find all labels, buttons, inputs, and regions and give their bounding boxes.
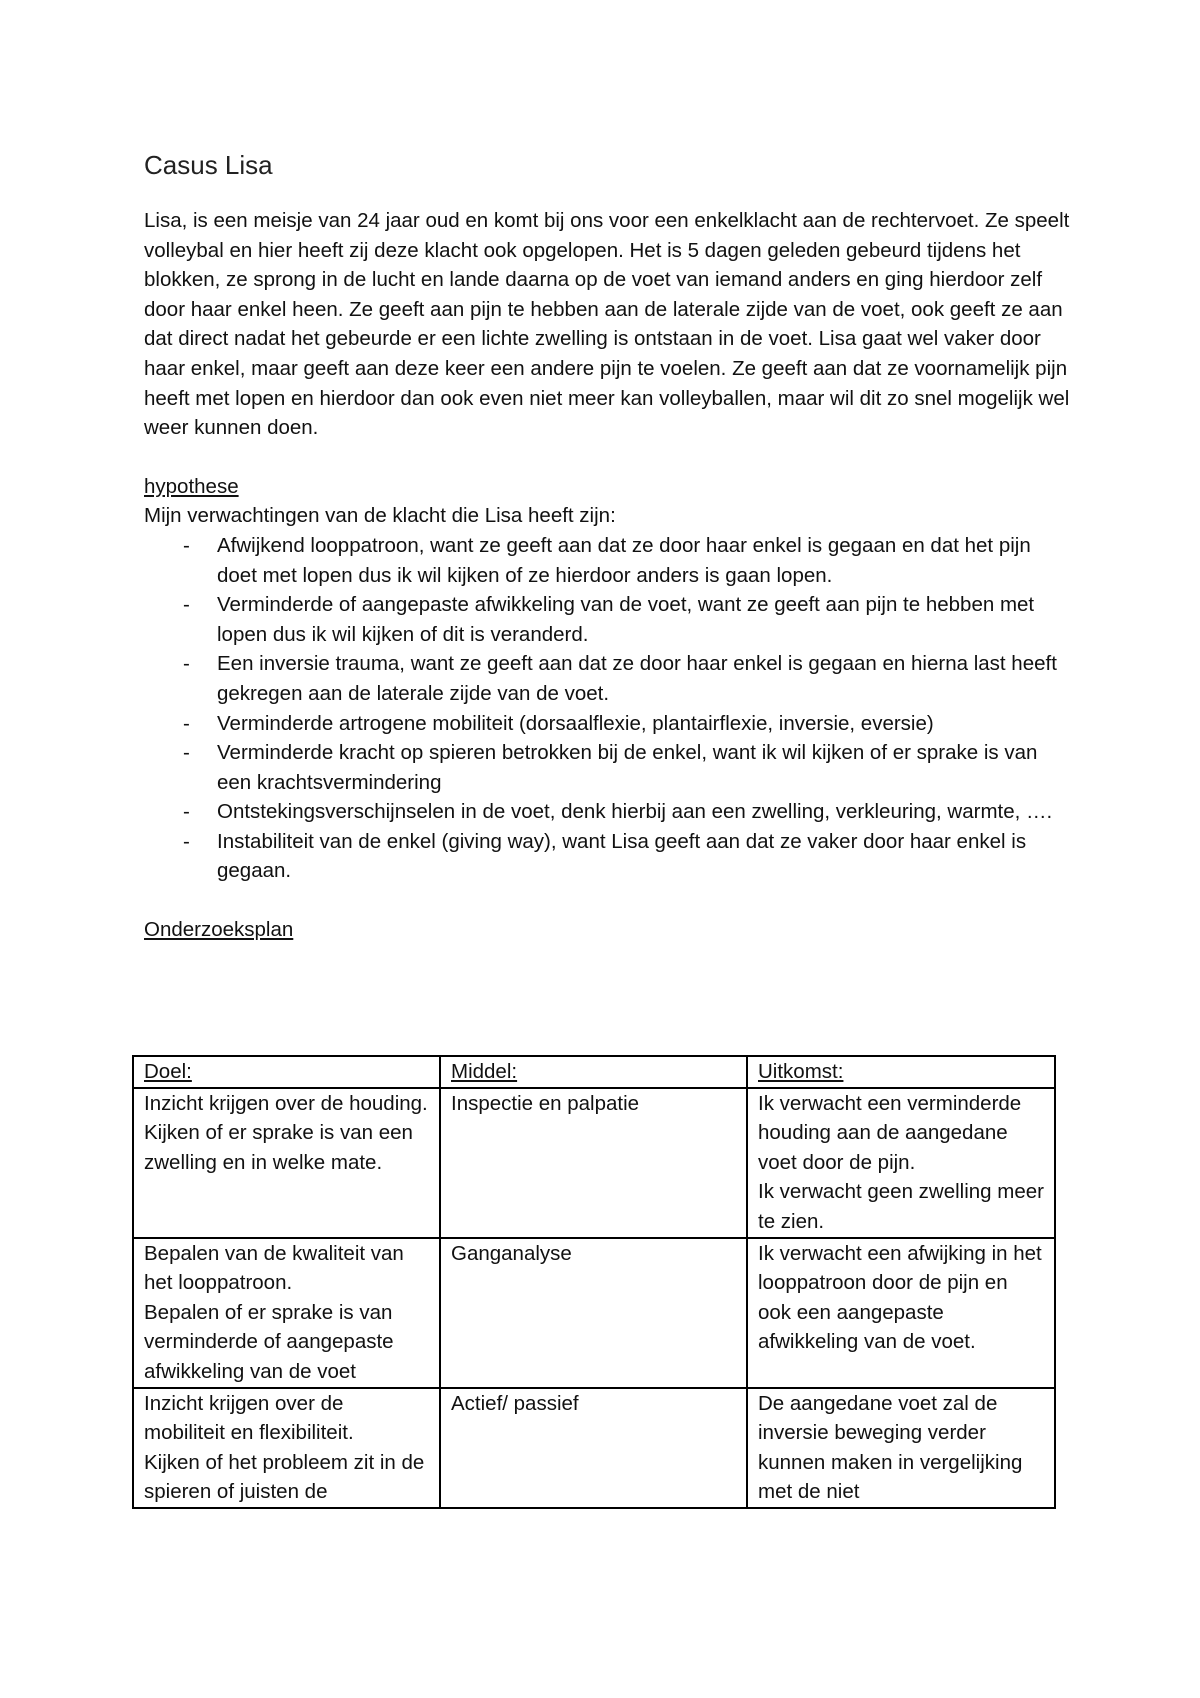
list-item — [144, 531, 1074, 590]
table-row — [133, 1388, 1055, 1508]
cell-middel — [440, 1238, 747, 1388]
intro-paragraph: Lisa, is een meisje van 24 jaar oud en komt bij ons voor een enkelklacht aan de rechtervoet. Ze speelt volleybal en hier heeft zij deze klacht ook opgelopen. Het is 5 dagen geleden gebeurd tijdens het blokken, ze sprong in de lucht en lande daarna op de voet van iemand anders en ging hierdoor zelf door haar enkel heen. Ze geeft aan pijn te hebben aan de laterale zijde van de voet, ook geeft ze aan dat direct nadat het gebeurde er een lichte zwelling is ontstaan in de voet. Lisa gaat wel vaker door haar enkel, maar geeft aan deze keer een andere pijn te voelen. Ze geeft aan dat ze voornamelijk pijn heeft met lopen en hierdoor dan ook even niet meer kan volleyballen, maar wil dit zo snel mogelijk wel weer kunnen doen. — [144, 209, 1070, 440]
list-item-text: Verminderde of aangepaste afwikkeling van de voet, want ze geeft aan pijn te hebben met lopen dus ik wil kijken of dit is veranderd. — [217, 593, 1035, 646]
list-item-text: Verminderde kracht op spieren betrokken bij de enkel, want ik wil kijken of er sprake is van een krachtsvermindering — [217, 741, 1038, 794]
list-item — [144, 590, 1074, 649]
column-header-doel: Doel: — [133, 1056, 440, 1088]
bullet-dash: - — [183, 711, 190, 735]
cell-text: Ik verwacht een verminderde houding aan de aangedane voet door de pijn. — [758, 1091, 1022, 1174]
cell-text: De aangedane voet zal de inversie beweging verder kunnen maken in vergelijking met de niet — [758, 1391, 1023, 1504]
bullet-dash: - — [183, 533, 190, 557]
bullet-dash: - — [183, 593, 190, 617]
table-row — [133, 1238, 1055, 1388]
list-item-text: Ontstekingsverschijnselen in de voet, denk hierbij aan een zwelling, verkleuring, warmte, …. — [217, 800, 1053, 824]
cell-text: Inzicht krijgen over de mobiliteit en flexibiliteit. — [144, 1391, 354, 1445]
cell-doel — [133, 1088, 440, 1238]
cell-doel — [133, 1388, 440, 1508]
list-item — [144, 827, 1074, 886]
cell-uitkomst — [747, 1238, 1055, 1388]
cell-text: Bepalen of er sprake is van verminderde of aangepaste afwikkeling van de voet — [144, 1300, 394, 1383]
onderzoeksplan-table — [132, 1055, 1056, 1509]
list-item — [144, 649, 1074, 708]
cell-text: Bepalen van de kwaliteit van het looppatroon. — [144, 1241, 404, 1295]
table-row — [133, 1088, 1055, 1238]
cell-text: Ganganalyse — [451, 1241, 572, 1265]
list-item-text: Instabiliteit van de enkel (giving way), want Lisa geeft aan dat ze vaker door haar enkel is gegaan. — [217, 829, 1027, 883]
column-header-uitkomst: Uitkomst: — [747, 1056, 1055, 1088]
list-item — [144, 709, 1074, 739]
cell-uitkomst — [747, 1088, 1055, 1238]
hypothese-heading: hypothese — [144, 474, 239, 498]
document-body — [144, 148, 1074, 959]
bullet-dash: - — [183, 800, 190, 824]
document-title: Casus Lisa — [144, 150, 273, 180]
cell-middel — [440, 1388, 747, 1508]
cell-doel — [133, 1238, 440, 1388]
cell-uitkomst — [747, 1388, 1055, 1508]
cell-text: Kijken of er sprake is van een zwelling en in welke mate. — [144, 1121, 413, 1174]
table-header-row — [133, 1056, 1055, 1088]
cell-middel — [440, 1088, 747, 1238]
cell-text: Actief/ passief — [451, 1391, 579, 1415]
cell-text: Inspectie en palpatie — [451, 1091, 640, 1115]
cell-text: Ik verwacht geen zwelling meer te zien. — [758, 1180, 1044, 1233]
cell-text: Inzicht krijgen over de houding. — [144, 1091, 428, 1115]
onderzoeksplan-heading: Onderzoeksplan — [144, 918, 294, 942]
hypothese-list — [144, 531, 1074, 886]
list-item-text: Verminderde artrogene mobiliteit (dorsaalflexie, plantairflexie, inversie, eversie) — [217, 711, 934, 735]
bullet-dash: - — [183, 741, 190, 765]
bullet-dash: - — [183, 652, 190, 676]
list-item-text: Een inversie trauma, want ze geeft aan dat ze door haar enkel is gegaan en hierna last heeft gekregen aan de laterale zijde van de voet. — [217, 652, 1057, 705]
bullet-dash: - — [183, 829, 190, 853]
list-item — [144, 797, 1074, 827]
column-header-middel: Middel: — [440, 1056, 747, 1088]
cell-text: Ik verwacht een afwijking in het looppatroon door de pijn en ook een aangepaste afwikkeling van de voet. — [758, 1241, 1042, 1354]
cell-text: Kijken of het probleem zit in de spieren of juisten de — [144, 1450, 425, 1504]
hypothese-intro: Mijn verwachtingen van de klacht die Lisa heeft zijn: — [144, 504, 616, 528]
list-item-text: Afwijkend looppatroon, want ze geeft aan dat ze door haar enkel is gegaan en dat het pijn doet met lopen dus ik wil kijken of ze hierdoor anders is gaan lopen. — [217, 533, 1031, 587]
list-item — [144, 738, 1074, 797]
